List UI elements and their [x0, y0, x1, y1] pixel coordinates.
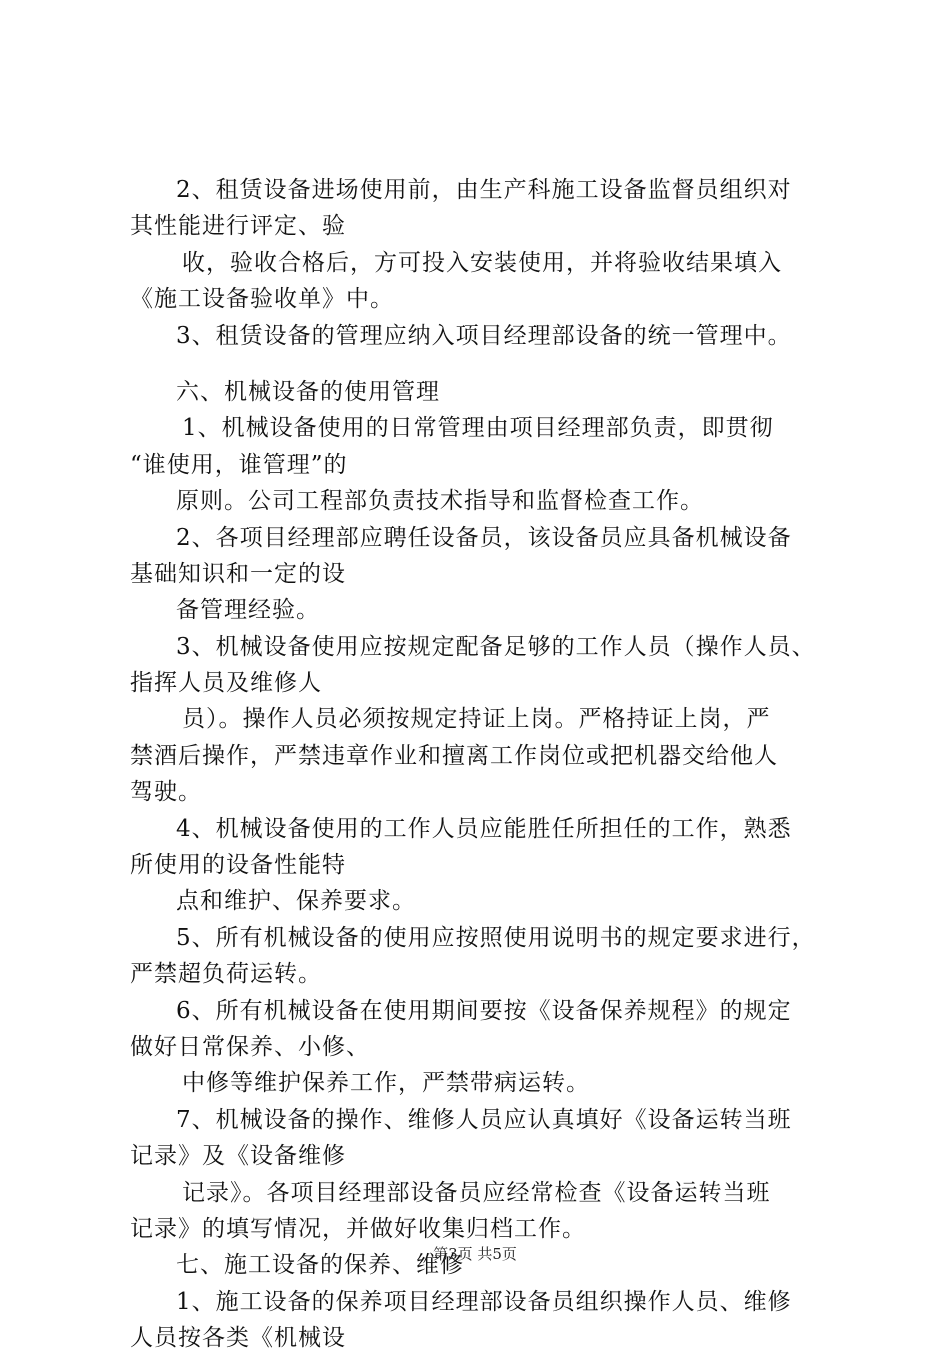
text-line: 原则。公司工程部负责技术指导和监督检查工作。 [176, 488, 704, 515]
text-line: 人员按各类《机械设 [130, 1325, 346, 1352]
text-line: 七、施工设备的保养、维修 [176, 1252, 464, 1279]
text-line: 《施工设备验收单》中。 [130, 286, 394, 313]
text-line: 所使用的设备性能特 [130, 852, 346, 879]
paragraph-gap [130, 354, 850, 374]
text-line: 记录》。各项目经理部设备员应经常检查《设备运转当班 [182, 1179, 771, 1206]
text-line: 3、机械设备使用应按规定配备足够的工作人员（操作人员、 [176, 633, 816, 660]
text-line: 2、租赁设备进场使用前，由生产科施工设备监督员组织对 [176, 177, 792, 203]
text-line: 驾驶。 [130, 779, 202, 806]
text-line: 其性能进行评定、验 [130, 213, 346, 240]
text-line: 3、租赁设备的管理应纳入项目经理部设备的统一管理中。 [176, 322, 792, 349]
text-line: 指挥人员及维修人 [130, 670, 322, 697]
text-line: 收，验收合格后，方可投入安装使用，并将验收结果填入 [182, 249, 782, 276]
text-line: 6、所有机械设备在使用期间要按《设备保养规程》的规定 [176, 997, 792, 1024]
text-line: 记录》及《设备维修 [130, 1143, 346, 1170]
text-line: 备管理经验。 [176, 597, 320, 624]
text-line: 5、所有机械设备的使用应按照使用说明书的规定要求进行， [176, 924, 816, 951]
text-line: 记录》的填写情况，并做好收集归档工作。 [130, 1215, 586, 1242]
text-line: 做好日常保养、小修、 [130, 1033, 370, 1060]
text-line: 点和维护、保养要求。 [176, 888, 416, 915]
document-body [130, 172, 850, 1357]
page-footer: 第3页 共5页 [433, 1245, 517, 1263]
text-line: “谁使用，谁管理”的 [130, 451, 348, 478]
text-line: 1、施工设备的保养项目经理部设备员组织操作人员、维修 [176, 1288, 792, 1315]
text-line: 禁酒后操作，严禁违章作业和擅离工作岗位或把机器交给他人 [130, 742, 778, 769]
text-line: 2、各项目经理部应聘任设备员，该设备员应具备机械设备 [176, 524, 792, 551]
text-line: 7、机械设备的操作、维修人员应认真填好《设备运转当班 [176, 1106, 792, 1133]
text-line: 基础知识和一定的设 [130, 560, 346, 587]
text-line: 六、机械设备的使用管理 [176, 378, 440, 405]
text-line: 中修等维护保养工作，严禁带病运转。 [182, 1070, 590, 1097]
text-line: 员）。操作人员必须按规定持证上岗。严格持证上岗，严 [182, 706, 771, 733]
text-line: 1、机械设备使用的日常管理由项目经理部负责，即贯彻 [182, 415, 774, 442]
text-line: 4、机械设备使用的工作人员应能胜任所担任的工作，熟悉 [176, 815, 792, 842]
text-line: 严禁超负荷运转。 [130, 961, 322, 988]
